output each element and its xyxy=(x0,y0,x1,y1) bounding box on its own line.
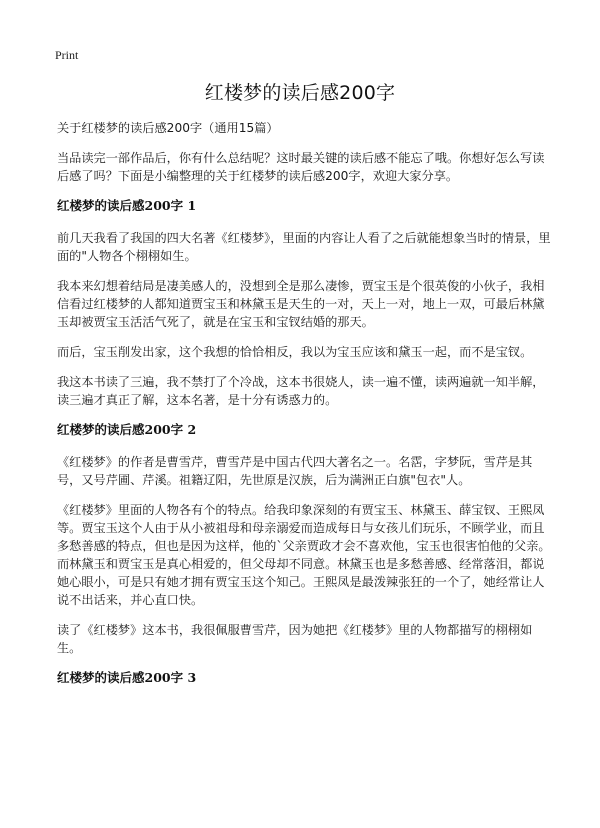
section-1-paragraph-1: 前几天我看了我国的四大名著《红楼梦》，里面的内容让人看了之后就能想象当时的情景，里面的"人物各个栩栩如生。 xyxy=(57,231,551,263)
article-body xyxy=(57,119,551,701)
page-title: 红楼梦的读后感200字 xyxy=(204,82,396,104)
section-1-paragraph-2: 我本来幻想着结局是凄美感人的，没想到全是那么凄惨，贾宝玉是个很英俊的小伙子，我相信看过红楼梦的人都知道贾宝玉和林黛玉是天生的一对，天上一对，地上一双，可最后林黛玉却被贾宝玉活活气死了，就是在宝玉和宝钗结婚的那天。 xyxy=(57,279,545,329)
section-2-paragraph-1: 《红楼梦》的作者是曹雪芹，曹雪芹是中国古代四大著名之一。名霑，字梦阮，雪芹是其号，又号芹圃、芹溪。祖籍辽阳，先世原是汉族，后为满洲正白旗"包衣"人。 xyxy=(57,455,533,487)
section-2-paragraph-3: 读了《红楼梦》这本书，我很佩服曹雪芹，因为她把《红楼梦》里的人物都描写的栩栩如生。 xyxy=(57,623,533,655)
section-1-paragraph-3: 而后，宝玉削发出家，这个我想的恰恰相反，我以为宝玉应该和黛玉一起，而不是宝钗。 xyxy=(57,345,533,359)
section-2-paragraph-2: 《红楼梦》里面的人物各有个的特点。给我印象深刻的有贾宝玉、林黛玉、薛宝钗、王熙凤等。贾宝玉这个人由于从小被祖母和母亲溺爱而造成每日与女孩儿们玩乐，不顾学业，而且多愁善感的特点，但也是因为这样，他的`父亲贾政才会不喜欢他，宝玉也很害怕他的父亲。而林黛玉和贾宝玉是真心相爱的，但父母却不同意。林黛玉也是多愁善感、经常落泪，都说她心眼小，可是只有她才拥有贾宝玉这个知己。王熙凤是最泼辣张狂的一个了，她经常让人说不出话来，并心直口快。 xyxy=(57,503,551,607)
print-link[interactable]: Print xyxy=(55,48,79,62)
section-heading-2: 红楼梦的读后感200字 2 xyxy=(57,422,197,437)
intro-paragraph: 当品读完一部作品后，你有什么总结呢？这时最关键的读后感不能忘了哦。你想好怎么写读后感了吗？下面是小编整理的关于红楼梦的读后感200字，欢迎大家分享。 xyxy=(57,151,545,183)
article-subtitle: 关于红楼梦的读后感200字（通用15篇） xyxy=(57,121,279,135)
section-heading-1: 红楼梦的读后感200字 1 xyxy=(57,198,197,213)
section-1-paragraph-4: 我这本书读了三遍，我不禁打了个冷战，这本书很娆人，读一遍不懂，读两遍就一知半解，读三遍才真正了解，这本名著，是十分有诱惑力的。 xyxy=(57,375,545,407)
section-heading-3: 红楼梦的读后感200字 3 xyxy=(57,670,197,685)
